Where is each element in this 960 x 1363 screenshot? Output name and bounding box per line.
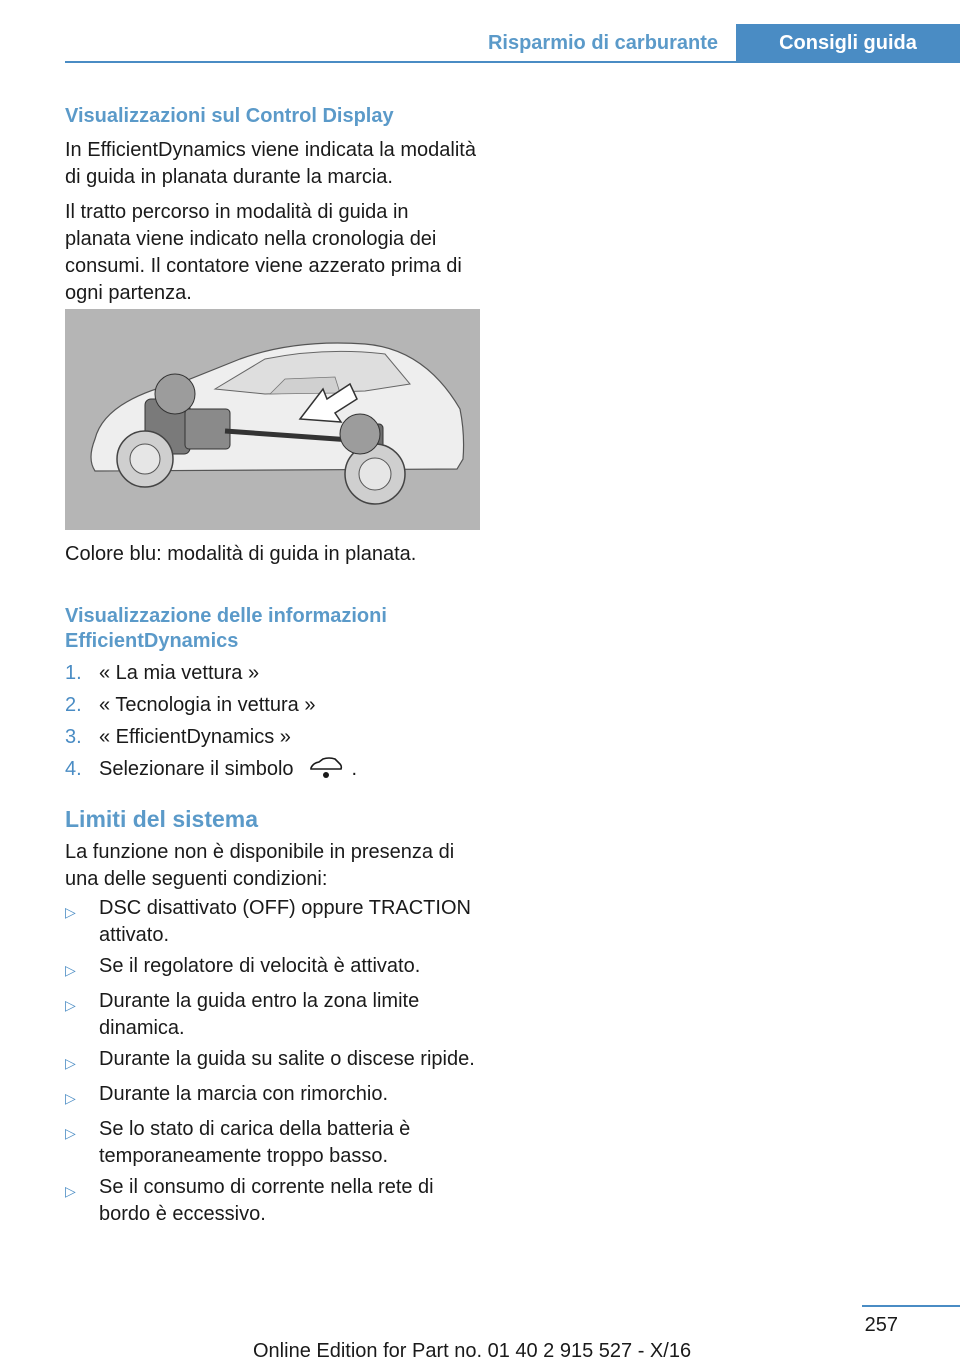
- header-chapter-tab: Consigli guida: [736, 24, 960, 62]
- limit-text: Durante la marcia con rimorchio.: [99, 1083, 388, 1105]
- list-item: [65, 1116, 479, 1170]
- list-item: [65, 756, 479, 788]
- vehicle-illustration: [65, 309, 480, 530]
- limit-text: Durante la guida entro la zona limite dinamica.: [99, 990, 420, 1039]
- list-item: [65, 724, 479, 756]
- list-item: [65, 988, 479, 1042]
- limits-intro: La funzione non è disponibile in presenza di una delle seguenti condizioni:: [65, 841, 455, 890]
- step-number: 2.: [65, 694, 82, 716]
- footer-edition: Online Edition for Part no. 01 40 2 915 527 - X/16: [253, 1340, 692, 1362]
- list-item: [65, 692, 479, 724]
- bullet-triangle-icon: ▷: [65, 1183, 76, 1199]
- bullet-triangle-icon: ▷: [65, 1090, 76, 1106]
- step-number: 4.: [65, 758, 82, 780]
- control-display-block: [65, 104, 479, 307]
- list-item: [65, 953, 479, 984]
- step-number: 3.: [65, 726, 82, 748]
- limit-text: Se il regolatore di velocità è attivato.: [99, 955, 421, 977]
- step-text: Selezionare il simbolo: [99, 758, 294, 780]
- info-steps-list: [65, 660, 479, 788]
- limits-title: Limiti del sistema: [65, 806, 259, 832]
- bullet-triangle-icon: ▷: [65, 962, 76, 978]
- control-display-heading: Visualizzazioni sul Control Display: [65, 105, 394, 127]
- limit-text: Durante la guida su salite o discese ripide.: [99, 1048, 475, 1070]
- step-suffix: .: [351, 758, 358, 780]
- step-text: « Tecnologia in vettura »: [99, 694, 316, 716]
- bullet-triangle-icon: ▷: [65, 1125, 76, 1141]
- bullet-triangle-icon: ▷: [65, 997, 76, 1013]
- list-item: [65, 660, 479, 692]
- list-item: [65, 1174, 479, 1228]
- car-coasting-icon: [308, 756, 344, 788]
- list-item: [65, 895, 479, 949]
- step-text: « La mia vettura »: [99, 662, 260, 684]
- control-display-para2: Il tratto percorso in modalità di guida in planata viene indicato nella cronologia dei consumi. Il contatore viene azzerato prima di ogni partenza.: [65, 201, 462, 304]
- list-item: [65, 1046, 479, 1077]
- footer-rule: [862, 1305, 960, 1307]
- page-number: 257: [864, 1314, 898, 1336]
- control-display-para1: In EfficientDynamics viene indicata la modalità di guida in planata durante la marcia.: [65, 139, 476, 188]
- header-rule: [65, 61, 960, 63]
- limits-list: [65, 895, 479, 1232]
- bullet-triangle-icon: ▷: [65, 904, 76, 920]
- bullet-triangle-icon: ▷: [65, 1055, 76, 1071]
- figure-caption: Colore blu: modalità di guida in planata.: [65, 543, 417, 565]
- list-item: [65, 1081, 479, 1112]
- header-section-label: Risparmio di carburante: [487, 31, 719, 54]
- info-section-heading: Visualizzazione delle informazioni EfficientDynamics: [65, 605, 387, 652]
- limit-text: Se il consumo di corrente nella rete di bordo è eccessivo.: [99, 1176, 434, 1225]
- info-section-block: [65, 604, 479, 654]
- step-text: « EfficientDynamics »: [99, 726, 291, 748]
- limit-text: DSC disattivato (OFF) oppure TRACTION attivato.: [99, 897, 471, 946]
- car-drivetrain-illustration: [65, 309, 480, 530]
- limit-text: Se lo stato di carica della batteria è temporaneamente troppo basso.: [99, 1118, 411, 1167]
- step-number: 1.: [65, 662, 82, 684]
